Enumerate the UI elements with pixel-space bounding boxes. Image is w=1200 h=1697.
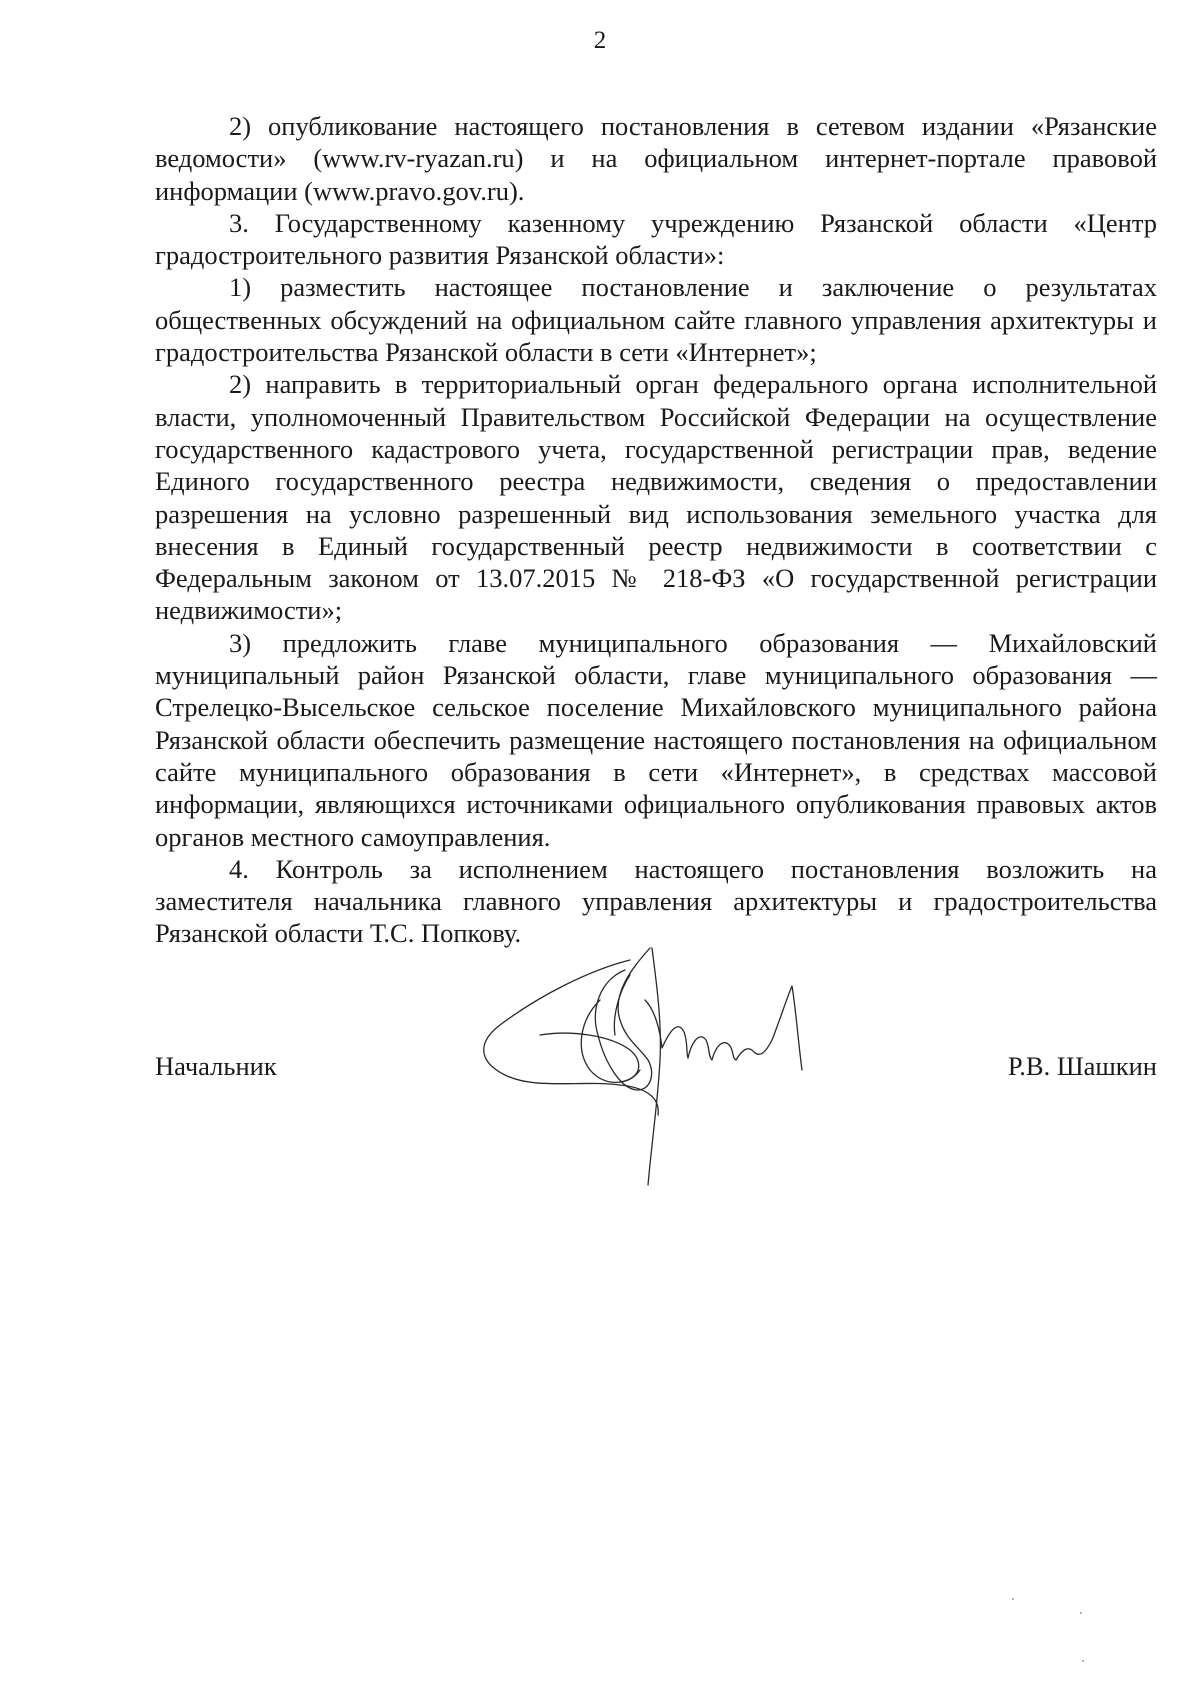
handwritten-signature: [480, 940, 860, 1190]
scan-speck: [1080, 1612, 1082, 1614]
signatory-name: Р.В. Шашкин: [1007, 1051, 1157, 1081]
paragraph-item-3: 3. Государственному казенному учреждению Рязанской области «Центр градостроительного развития Рязанской области»:: [155, 207, 1157, 271]
document-body: [155, 110, 1157, 950]
paragraph-subitem-3-3: 3) предложить главе муниципального образования — Михайловский муниципальный район Рязанской области, главе муниципального образования — Стрелецко-Высельское сельское поселение Михайловского муниципального района Рязанской области обеспечить размещение настоящего постановления на официальном сайте муниципального образования в сети «Интернет», в средствах массовой информации, являющихся источниками официального опубликования правовых актов органов местного самоуправления.: [155, 627, 1157, 852]
page-number: 2: [593, 27, 607, 54]
paragraph-item-4: 4. Контроль за исполнением настоящего постановления возложить на заместителя начальника главного управления архитектуры и градостроительства Рязанской области Т.С. Попкову.: [155, 853, 1157, 949]
paragraph-publication: 2) опубликование настоящего постановления в сетевом издании «Рязанские ведомости» (www.rv-ryazan.ru) и на официальном интернет-портале правовой информации (www.pravo.gov.ru).: [155, 111, 1157, 206]
scan-speck: [1012, 1598, 1014, 1600]
scan-speck: [1082, 1660, 1084, 1662]
paragraph-subitem-3-1: 1) разместить настоящее постановление и заключение о результатах общественных обсуждений на официальном сайте главного управления архитектуры и градостроительства Рязанской области в сети «Интернет»;: [155, 272, 1157, 368]
signatory-title: Начальник: [155, 1051, 277, 1081]
paragraph-subitem-3-2: 2) направить в территориальный орган федерального органа исполнительной власти, уполномоченный Правительством Российской Федерации на осуществление государственного кадастрового учета, государственной регистрации прав, ведение Единого государственного реестра недвижимости, сведения о предоставлении разрешения на условно разрешенный вид использования земельного участка для внесения в Единый государственный реестр недвижимости в соответствии с Федеральным законом от 13.07.2015 № 218-ФЗ «О государственной регистрации недвижимости»;: [155, 369, 1157, 626]
